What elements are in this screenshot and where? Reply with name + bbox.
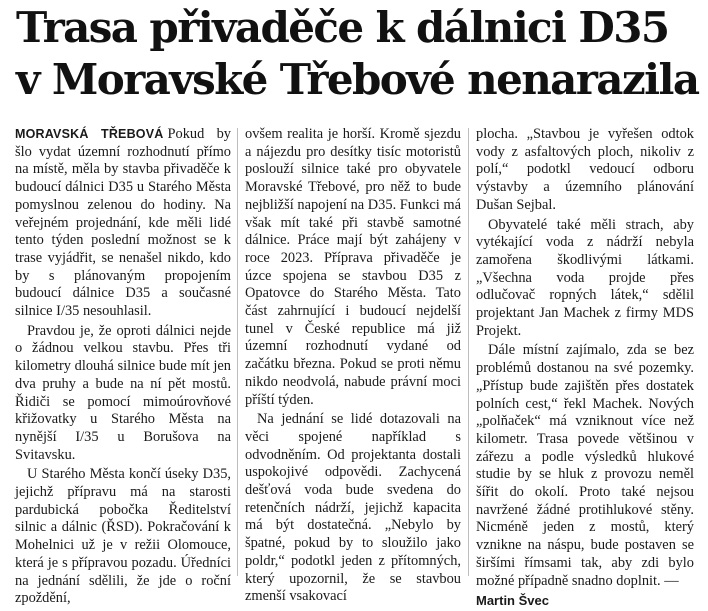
- paragraph: U Starého Města končí úseky D35, jejichž přípravu má na starosti pardubická pobočka Ředitelství silnic a dálnic (ŘSD). Pokračování k Mohelnici už je v režii Olomouce, která je s přípravou pozadu. Úředníci na jednání sdělili, že jde o roční zpoždění,: [15, 466, 231, 607]
- author-signature-line: [476, 592, 694, 611]
- paragraph: Dále místní zajímalo, zda se bez problémů dostanou na své pozemky. „Přístup bude zajištěn přes dostatek polních cest,“ řekl Machek. Nových „polňaček“ má vzniknout více než kilometr. Trasa povede většinou v zářezu a podle výsledků hlukové studie by se hluk z provozu neměl šířit do okolí. Proto také nejsou navržené žádné protihlukové stěny. Nicméně jeden z mostů, který vznikne na náspu, bude postaven se širšími římsami tak, aby zdi bylo možné případně snadno doplnit. —: [476, 342, 694, 589]
- article-column-2: [245, 126, 461, 605]
- column-divider: [468, 128, 469, 576]
- paragraph: plocha. „Stavbou je vyřešen odtok vody z asfaltových ploch, nikoliv z polí,“ podotkl vedoucí odboru výstavby a územního plánování Dušan Sejbal.: [476, 126, 694, 213]
- paragraph: Obyvatelé také měli strach, aby vytékající voda z nádrží nebyla zamořena škodlivými látkami. „Všechna voda projde přes odlučovač ropných látek,“ sdělil projektant Jan Machek z firmy MDS Projekt.: [476, 216, 694, 339]
- article-headline: [16, 2, 699, 106]
- column-divider: [237, 128, 238, 576]
- lead-paragraph: [15, 126, 231, 321]
- headline-line-1: Trasa přivaděče k dálnici D35: [16, 3, 669, 52]
- paragraph: Na jednání se lidé dotazovali na věci spojené například s odvodněním. Od projektanta dostali uspokojivé odpovědi. Zachycená dešťová voda bude svedena do retenčních nádrží, jejichž kapacita má být dostatečná. „Nebylo by špatné, pokud by to sloužilo jako poldr,“ podotkl jeden z přítomných, který upozornil, že se stavbou zmenší vsakovací: [245, 411, 461, 605]
- headline-line-2: v Moravské Třebové nenarazila: [16, 55, 699, 104]
- author-signature: Martin Švec: [476, 593, 549, 609]
- paragraph-text: Pokud by šlo vydat územní rozhodnutí přímo na místě, měla by stavba přivaděče k budoucí dálnici D35 u Starého Města pomyslnou zelenou do hodiny. Na veřejném projednání, kde měli lidé tento týden poslední možnost se k trase vyjádřit, se nenašel nikdo, kdo by s plánovaným propojením budoucí dálnice D35 a současné silnice I/35 nesouhlasil.: [15, 126, 231, 320]
- article-column-3: [476, 126, 694, 609]
- paragraph: Pravdou je, že oproti dálnici nejde o žádnou velkou stavbu. Přes tři kilometry dlouhá silnice bude mít jen dva pruhy a bude na ní pět mostů. Řidiči se pomocí mimoúrovňové křižovatky u Starého Města na nynější I/35 u Borušova na Svitavsku.: [15, 322, 231, 463]
- dateline: MORAVSKÁ TŘEBOVÁ: [15, 127, 164, 141]
- article-column-1: [15, 126, 231, 607]
- paragraph: ovšem realita je horší. Kromě sjezdu a nájezdu pro desítky tisíc motoristů poslouží silnice také pro obyvatele Moravské Třebové, pro něž to bude nejbližší napojení na D35. Funkci má však mít také při stavbě samotné dálnice. Práce mají být zahájeny v roce 2023. Příprava přivaděče je úzce spojena se stavbou D35 z Opatovce do Starého Města. Tato část zahrnující i budoucí nejdelší tunel v České republice má již územní rozhodnutí vydané od začátku března. Pokud se proti němu nikdo neodvolá, nabude právní moci příští týden.: [245, 126, 461, 408]
